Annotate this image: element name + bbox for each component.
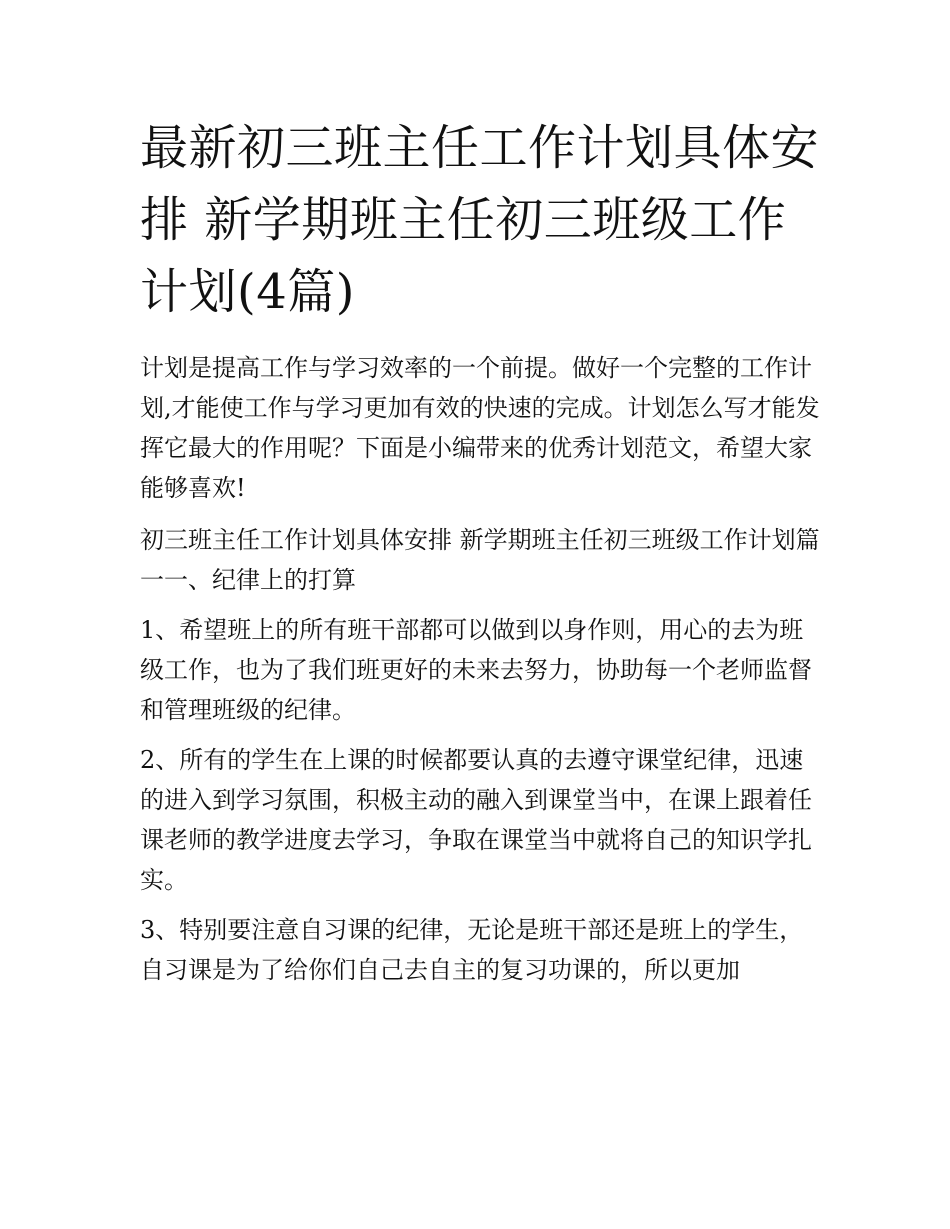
list-item-3: 3、特别要注意自习课的纪律，无论是班干部还是班上的学生，自习课是为了给你们自己去自主的复习功课的，所以更加 (140, 916, 804, 984)
document-title: 最新初三班主任工作计划具体安排 新学期班主任初三班级工作计划(4篇) (140, 120, 820, 320)
intro-paragraph: 计划是提高工作与学习效率的一个前提。做好一个完整的工作计划,才能使工作与学习更加有效的快速的完成。计划怎么写才能发挥它最大的作用呢？下面是小编带来的优秀计划范文，希望大家能够喜欢! (140, 354, 820, 502)
list-item-1: 1、希望班上的所有班干部都可以做到以身作则，用心的去为班级工作，也为了我们班更好的未来去努力，协助每一个老师监督和管理班级的纪律。 (140, 616, 812, 724)
document-page (140, 112, 820, 990)
list-item-2: 2、所有的学生在上课的时候都要认真的去遵守课堂纪律，迅速的进入到学习氛围，积极主动的融入到课堂当中，在课上跟着任课老师的教学进度去学习，争取在课堂当中就将自己的知识学扎实。 (140, 746, 812, 894)
section-heading: 初三班主任工作计划具体安排 新学期班主任初三班级工作计划篇一一、纪律上的打算 (140, 526, 820, 594)
